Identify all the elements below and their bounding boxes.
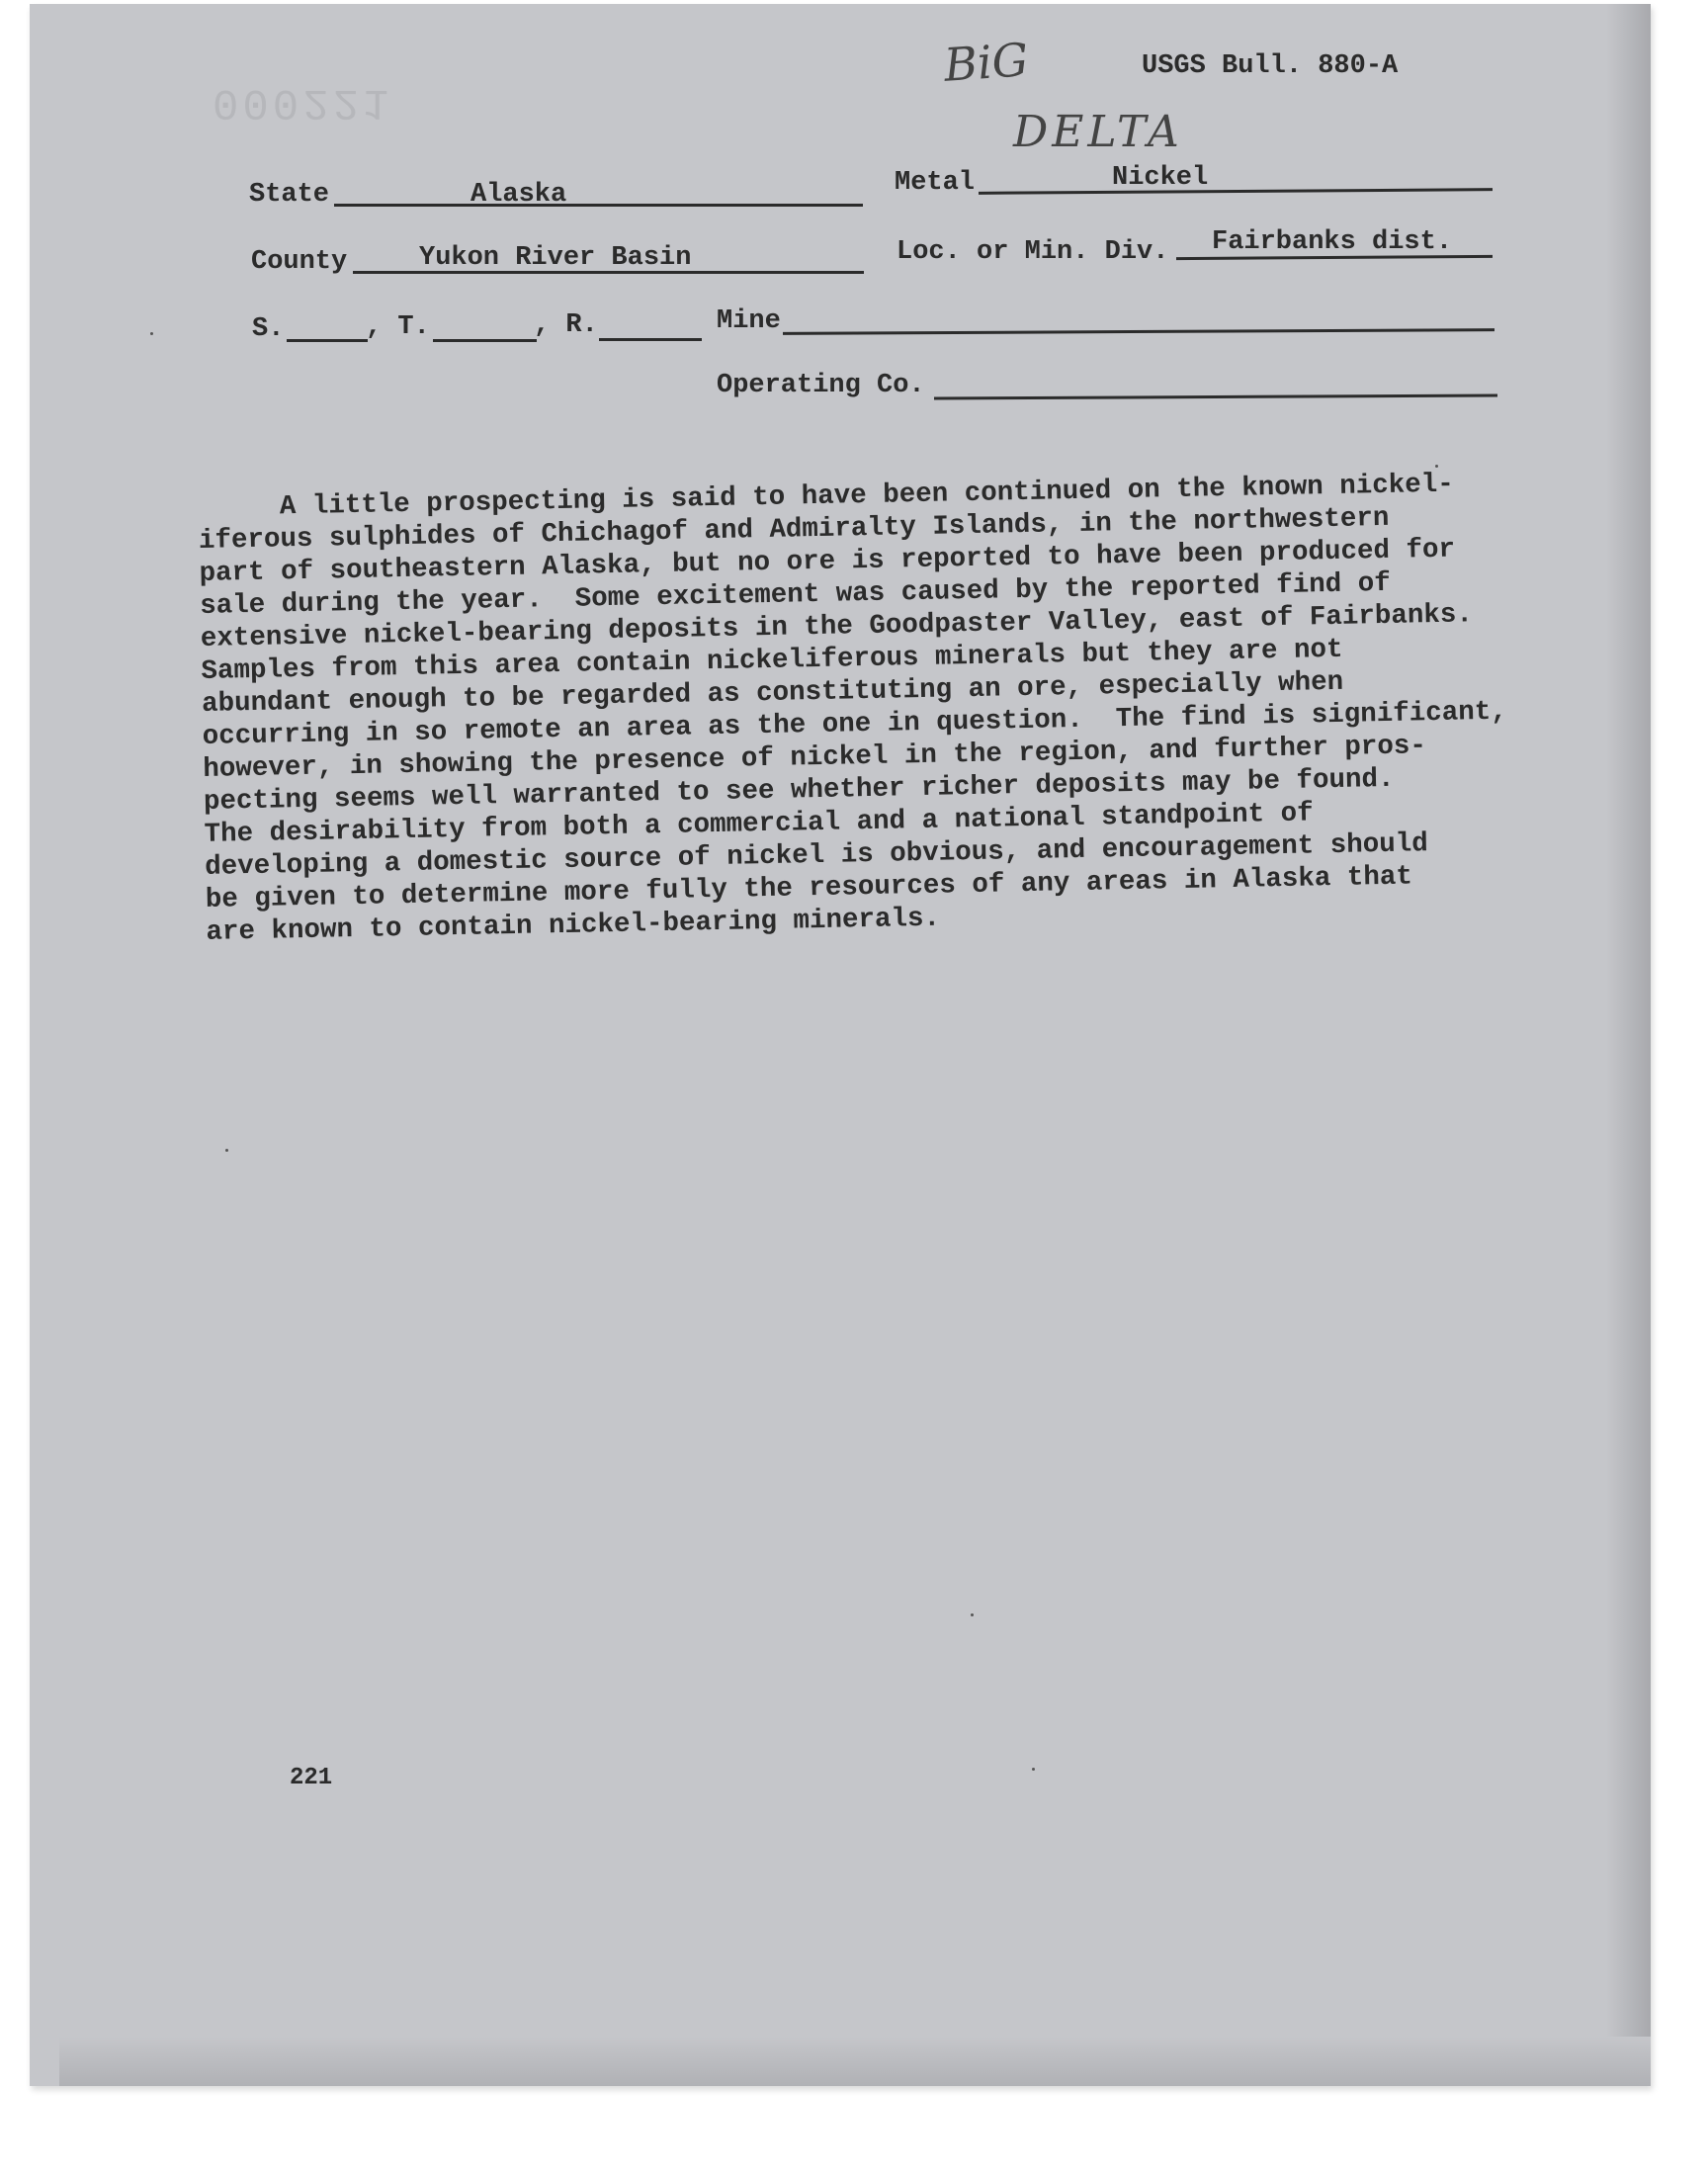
operating-co-label: Operating Co. (717, 371, 925, 400)
handwritten-note-big: BiG (942, 33, 1031, 92)
loc-value: Fairbanks dist. (1212, 227, 1453, 257)
state-label: State (249, 180, 330, 210)
dust-speck (150, 332, 153, 335)
section-underline (287, 339, 368, 342)
page-bottom-edge (59, 2037, 1651, 2086)
dust-speck (1435, 465, 1438, 468)
state-underline (334, 204, 863, 207)
county-label: County (251, 247, 348, 277)
county-value: Yukon River Basin (419, 243, 692, 273)
body-paragraph: A little prospecting is said to have been continued on the known nickel- iferous sulphides of Chichagof and Admiralty Islands, in the northwestern part of southeastern Alaska, but no ore is reported to have been produced for sale during the year. Some excitement was caused by the reported find of extensive nickel-bearing deposits in the Goodpaster Valley, east of Fairbanks. Samples from this area contain nickeliferous minerals but they are not abundant enough to be regarded as constituting an ore, especially when occurring in so remote an area as the one in question. The find is significant, however, in showing the presence of nickel in the region, and further pros- pecting seems well warranted to see whether richer deposits may be found. The desirability from both a commercial and a national standpoint of developing a domestic source of nickel is obvious, and encouragement should be given to determine more fully the resources of any areas in Alaska that are known to contain nickel-bearing minerals. (198, 469, 1508, 948)
usgs-reference: USGS Bull. 880-A (1142, 51, 1399, 81)
mine-label: Mine (717, 306, 781, 336)
handwritten-note-delta: DELTA (1013, 107, 1183, 157)
range-label: , R. (534, 310, 598, 340)
range-underline (599, 338, 702, 341)
township-underline (433, 339, 537, 342)
page-edge-shadow (1606, 4, 1651, 2086)
dust-speck (971, 1613, 974, 1616)
dust-speck (1032, 1768, 1035, 1771)
metal-label: Metal (895, 168, 976, 198)
page-number: 221 (290, 1765, 333, 1791)
township-label: , T. (366, 312, 430, 342)
dust-speck (225, 1149, 228, 1152)
state-value: Alaska (470, 180, 567, 210)
metal-value: Nickel (1112, 163, 1209, 193)
section-label: S. (252, 314, 285, 344)
loc-label: Loc. or Min. Div. (897, 237, 1169, 267)
bleed-through-number: 000221 (213, 77, 393, 127)
